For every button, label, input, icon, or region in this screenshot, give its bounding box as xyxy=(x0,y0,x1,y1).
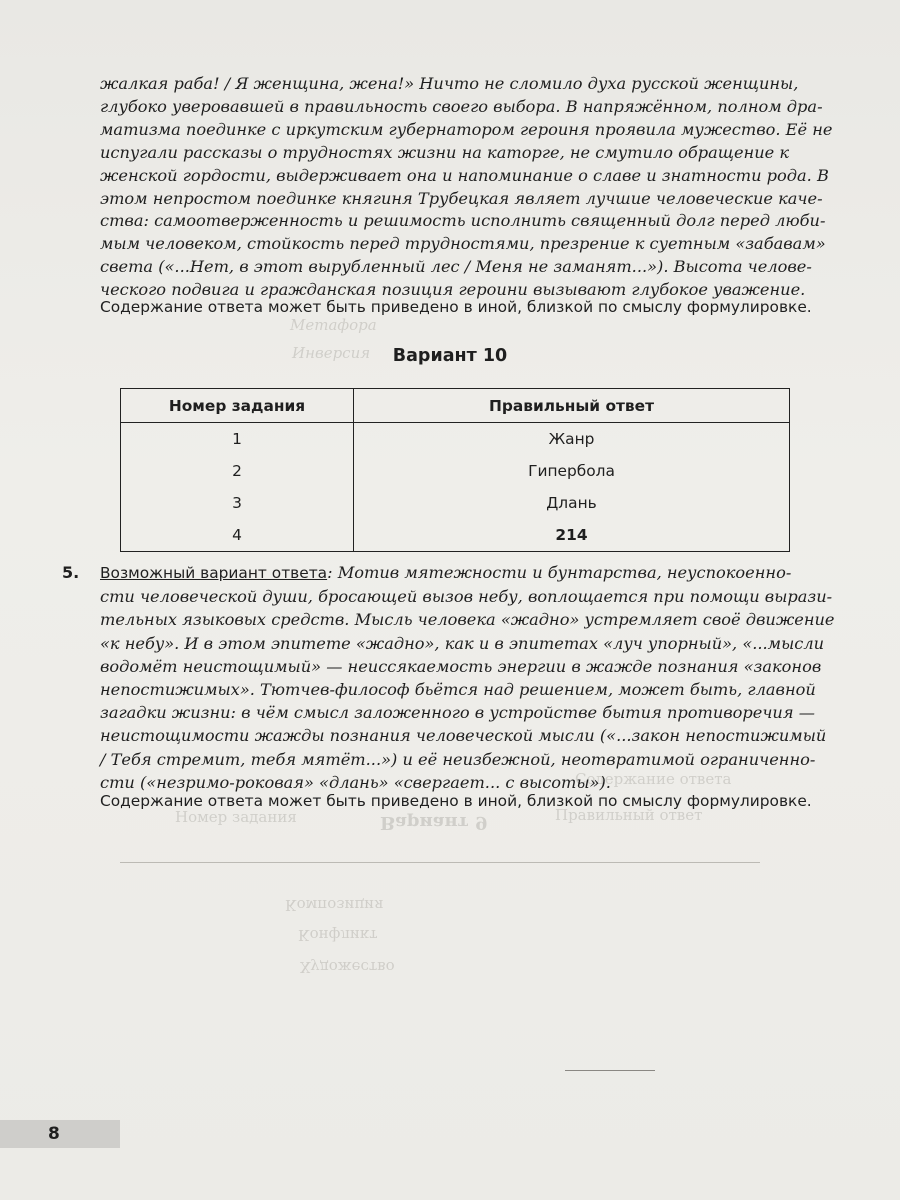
bleed-through-text: Инверсия xyxy=(292,344,371,362)
page-number: 8 xyxy=(0,1120,120,1148)
bleed-through-text: Художество xyxy=(300,958,395,976)
text-line: непостижимых». Тютчев-философ бьётся над решением, может быть, главной xyxy=(100,680,816,700)
bleed-through-text: Вариант 9 xyxy=(380,812,488,833)
variant-title: Вариант 10 xyxy=(392,346,508,366)
answer-cell: Гипербола xyxy=(528,462,615,480)
text-line xyxy=(100,561,860,585)
text-line: загадки жизни: в чём смысл заложенного в устройстве бытия противоречия — xyxy=(100,703,815,723)
text-line: / Тебя стремит, тебя мятёт...») и её неизбежной, неотвратимой ограниченно- xyxy=(100,749,816,769)
bleed-through-text: Конфликт xyxy=(298,926,378,944)
answer-cell: 214 xyxy=(555,526,588,544)
answers-table xyxy=(120,388,790,552)
table-row xyxy=(121,455,790,487)
text-line: ческого подвига и гражданская позиция героини вызывают глубокое уважение. xyxy=(100,280,806,300)
text-line: глубоко уверовавшей в правильность своего выбора. В напряжённом, полном дра- xyxy=(100,96,823,116)
text-line: женской гордости, выдерживает она и напоминание о славе и знатности рода. В xyxy=(100,165,829,185)
text-line: матизма поединке с иркутским губернатором героиня проявила мужество. Её не xyxy=(100,119,833,139)
bleed-through-text: Композиция xyxy=(285,896,384,914)
bleed-through-text: Содержание ответа xyxy=(575,770,732,788)
task-number-cell: 3 xyxy=(121,487,354,519)
task-number: 5. xyxy=(62,563,80,582)
text-line: жалкая раба! / Я женщина, жена!» Ничто не сломило духа русской женщины, xyxy=(100,74,799,93)
text-line: сти человеческой души, бросающей вызов небу, воплощается при помощи вырази- xyxy=(100,587,833,607)
intro-paragraph xyxy=(100,73,860,302)
task-number-cell: 1 xyxy=(121,423,354,456)
text-line: этом непростом поединке княгиня Трубецкая являет лучшие человеческие каче- xyxy=(100,188,823,208)
text-line: света («...Нет, в этот вырубленный лес / Меня не заманят...»). Высота челове- xyxy=(100,257,812,277)
answer-cell: Жанр xyxy=(548,430,595,448)
answer-lead: Возможный вариант ответа xyxy=(100,564,328,582)
table-row xyxy=(121,519,790,552)
bleed-through-text: Правильный ответ xyxy=(555,806,703,824)
text-line: ства: самоотверженность и решимость исполнить священный долг перед люби- xyxy=(100,211,826,231)
text-line: «к небу». И в этом эпитете «жадно», как и в эпитетах «луч упорный», «...мысли xyxy=(100,633,825,653)
table-row xyxy=(121,423,790,456)
text-line: сти («незримо-роковая» «длань» «свергает... с высоты»). xyxy=(100,772,611,792)
text-line: неистощимости жажды познания человеческой мысли («...закон непостижимый xyxy=(100,726,827,746)
bleed-through-rule xyxy=(120,862,760,863)
text-line: испугали рассказы о трудностях жизни на каторге, не смутило обращение к xyxy=(100,142,790,162)
text-line: водомёт неистощимый» — неиссякаемость энергии в жажде познания «законов xyxy=(100,656,822,676)
text-line: мым человеком, стойкость перед трудностями, презрение к суетным «забавам» xyxy=(100,234,826,254)
table-row xyxy=(121,487,790,519)
task5-answer xyxy=(100,561,860,794)
column-header: Номер задания xyxy=(121,389,354,423)
bleed-through-text: Номер задания xyxy=(175,808,297,826)
text-line: тельных языковых средств. Мысль человека «жадно» устремляет своё движение xyxy=(100,610,835,630)
text-span: : Мотив мятежности и бунтарства, неуспокоенно- xyxy=(327,563,792,582)
note-line: Содержание ответа может быть приведено в иной, близкой по смыслу формулировке. xyxy=(100,298,812,316)
bleed-through-rule xyxy=(565,1070,655,1071)
note-line: Содержание ответа может быть приведено в иной, близкой по смыслу формулировке. xyxy=(100,792,812,810)
table-header-row xyxy=(121,389,790,423)
column-header: Правильный ответ xyxy=(354,389,790,423)
answer-cell: Длань xyxy=(546,494,597,512)
task-number-cell: 2 xyxy=(121,455,354,487)
bleed-through-text: Метафора xyxy=(290,316,377,334)
task-number-cell: 4 xyxy=(121,519,354,552)
